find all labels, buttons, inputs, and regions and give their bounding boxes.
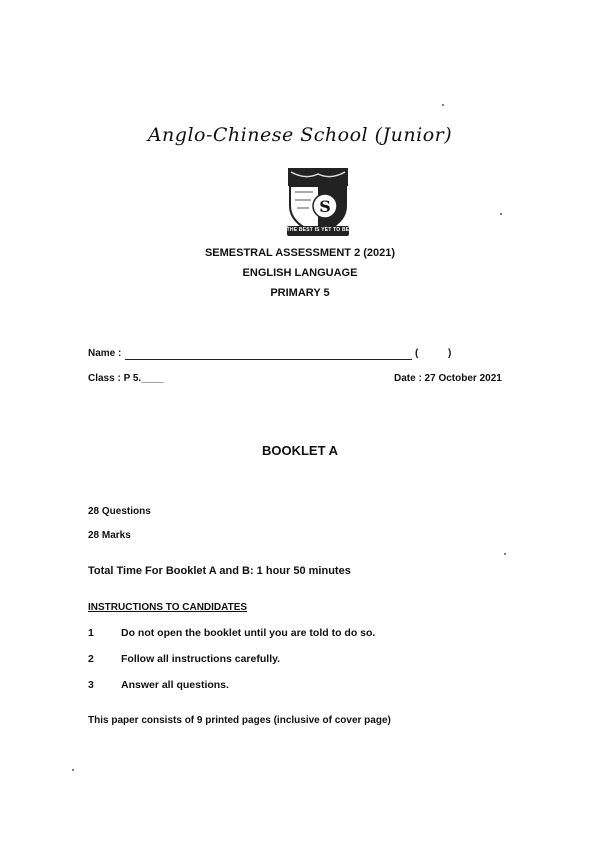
total-time: Total Time For Booklet A and B: 1 hour 50 minutes bbox=[88, 565, 351, 577]
svg-text:S: S bbox=[319, 197, 331, 216]
page-count-note: This paper consists of 9 printed pages (inclusive of cover page) bbox=[88, 715, 391, 726]
instruction-number: 3 bbox=[88, 679, 94, 691]
class-label: Class : P 5.____ bbox=[88, 373, 164, 384]
booklet-title: BOOKLET A bbox=[261, 443, 339, 458]
subject-title: ENGLISH LANGUAGE bbox=[242, 267, 358, 279]
mark-count: 28 Marks bbox=[88, 530, 131, 541]
instruction-text: Answer all questions. bbox=[121, 679, 229, 691]
assessment-title: SEMESTRAL ASSESSMENT 2 (2021) bbox=[204, 247, 396, 259]
name-field-line[interactable] bbox=[125, 359, 412, 360]
name-label: Name : bbox=[88, 348, 122, 359]
school-name: Anglo-Chinese School (Junior) bbox=[147, 124, 453, 146]
scan-speck bbox=[504, 553, 506, 555]
date-label: Date : 27 October 2021 bbox=[394, 373, 502, 384]
crest-motto: THE BEST IS YET TO BE bbox=[286, 227, 350, 233]
scan-speck bbox=[500, 213, 502, 215]
question-count: 28 Questions bbox=[88, 506, 151, 517]
instruction-number: 1 bbox=[88, 627, 94, 639]
open-bracket: ( bbox=[415, 348, 419, 359]
instruction-text: Do not open the booklet until you are told to do so. bbox=[121, 627, 376, 639]
instructions-heading: INSTRUCTIONS TO CANDIDATES bbox=[88, 602, 248, 613]
close-bracket: ) bbox=[448, 348, 452, 359]
scan-speck bbox=[72, 769, 74, 771]
level-title: PRIMARY 5 bbox=[270, 287, 330, 299]
instruction-number: 2 bbox=[88, 653, 94, 665]
scan-speck bbox=[442, 104, 444, 106]
instruction-text: Follow all instructions carefully. bbox=[121, 653, 281, 665]
